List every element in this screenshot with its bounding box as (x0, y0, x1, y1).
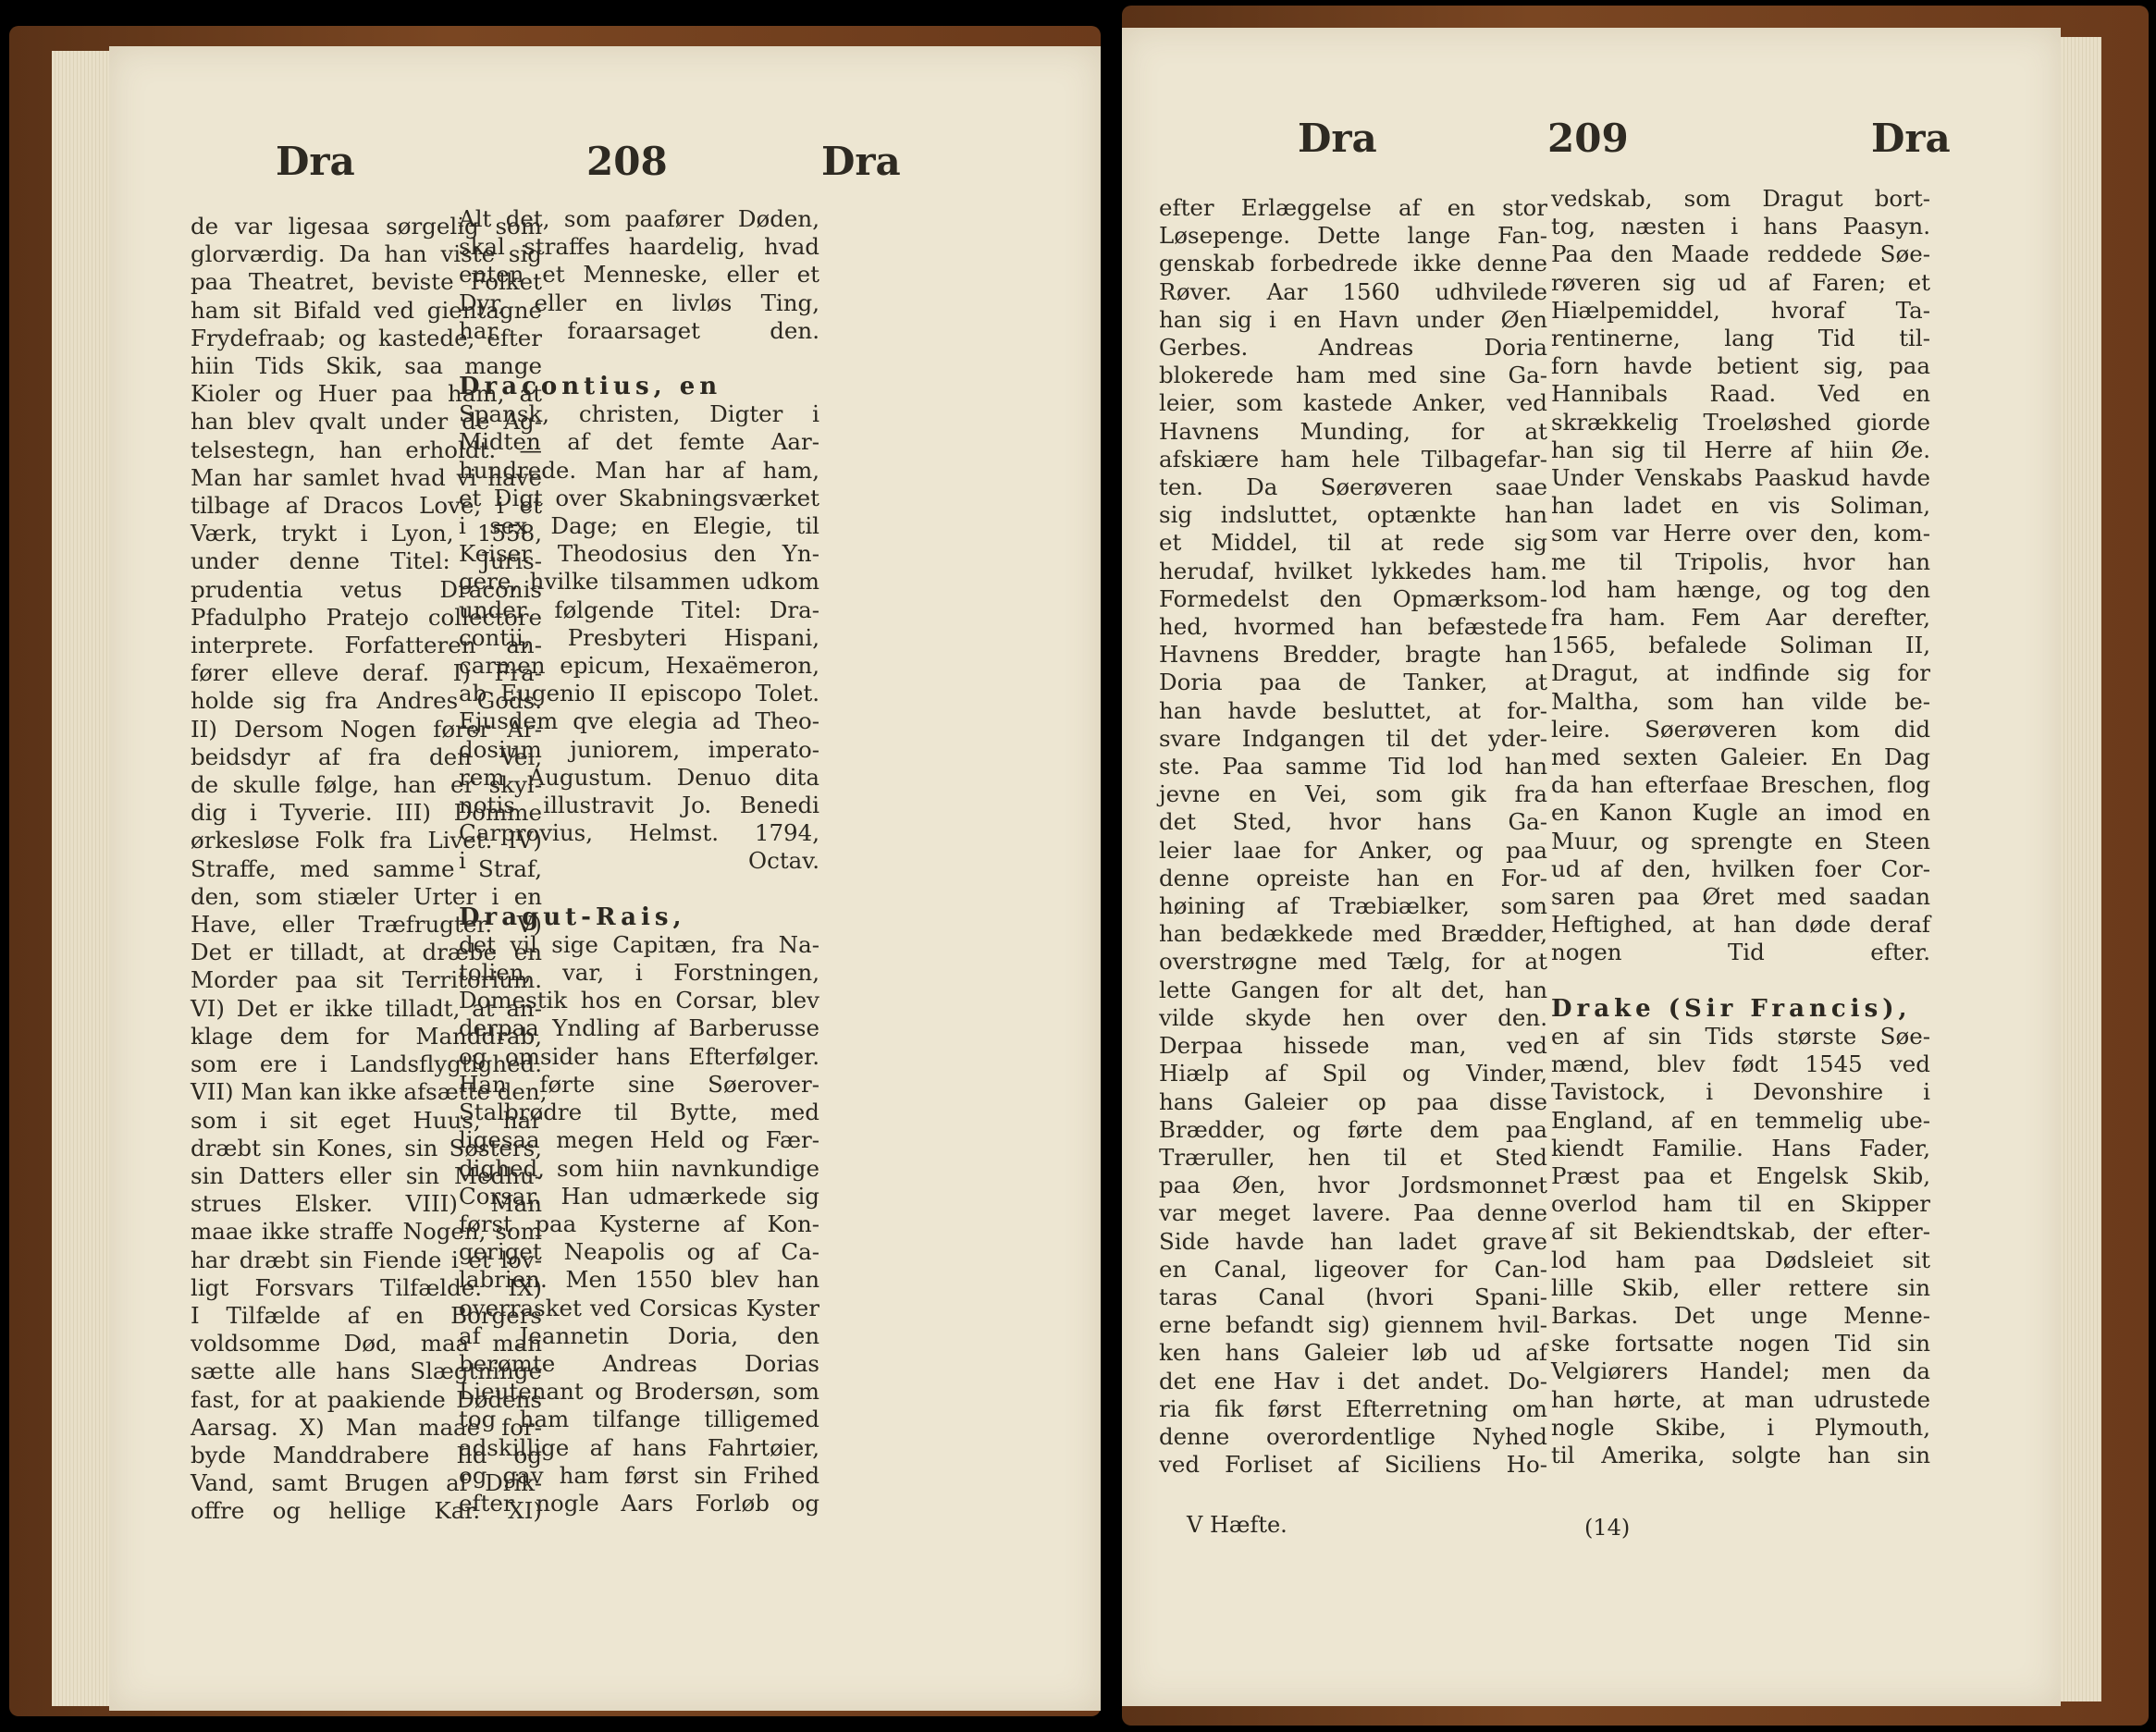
text-line: de skulle følge, han er skyl- (191, 771, 542, 799)
text-line: Dragut, at indfinde sig for (1551, 659, 1930, 687)
text-line: afskiære ham hele Tilbagefar- (1159, 445, 1547, 473)
text-line: har foraarsaget den. (459, 316, 819, 344)
header-left-word: Dra (276, 139, 355, 184)
text-line: VI) Det er ikke tilladt, at an- (191, 994, 542, 1022)
text-line: contii, Presbyteri Hispani, (459, 623, 819, 651)
text-line: nogle Skibe, i Plymouth, (1551, 1413, 1930, 1441)
text-line: gere, hvilke tilsammen udkom (459, 568, 819, 596)
text-line: vilde skyde hen over den. (1159, 1003, 1547, 1031)
text-line: en Kanon Kugle an imod en (1551, 799, 1930, 827)
text-line: af Jeannetin Doria, den (459, 1321, 819, 1349)
text-line: telsestegn, han erholdt. — (191, 436, 542, 463)
text-line: adskillige af hans Fahrtøier, (459, 1433, 819, 1461)
text-line: tog ham tilfange tilligemed (459, 1406, 819, 1433)
page-edges-right (2061, 37, 2101, 1701)
right-page (1122, 28, 2061, 1706)
text-line: overstrøgne med Tælg, for at (1159, 948, 1547, 976)
text-line: Maltha, som han vilde be- (1551, 687, 1930, 715)
text-line: voldsomme Død, maa man (191, 1330, 542, 1357)
text-line: rem Augustum. Denuo dita (459, 763, 819, 791)
text-line: ham sit Bifald ved gientagne (191, 296, 542, 324)
text-line: Domestik hos en Corsar, blev (459, 987, 819, 1014)
text-line: holde sig fra Andres Gods. (191, 687, 542, 715)
text-line: fra ham. Fem Aar derefter, (1551, 604, 1930, 632)
text-line: da han efterfaae Breschen, flog (1551, 771, 1930, 799)
text-line: Hiælp af Spil og Vinder, (1159, 1060, 1547, 1087)
left-page-header (109, 139, 1101, 194)
text-line: prudentia vetus Draconis (191, 575, 542, 603)
page-number: 208 (586, 139, 668, 184)
text-line: I Tilfælde af en Borgers (191, 1301, 542, 1329)
text-line: overlod ham til en Skipper (1551, 1190, 1930, 1218)
text-line: Pfadulpho Pratejo collectore (191, 603, 542, 631)
text-line: berømte Andreas Dorias (459, 1349, 819, 1377)
text-line: svare Indgangen til det yder- (1159, 724, 1547, 752)
text-line: Lieutenant og Brodersøn, som (459, 1378, 819, 1406)
text-line: Muur, og sprengte en Steen (1551, 827, 1930, 854)
text-line: sig indsluttet, optænkte han (1159, 501, 1547, 529)
text-line: det ene Hav i det andet. Do- (1159, 1367, 1547, 1394)
text-line: Træruller, hen til et Sted (1159, 1143, 1547, 1171)
entry-body-drake (1551, 1023, 1930, 1469)
text-line: hed, hvormed han befæstede (1159, 613, 1547, 641)
text-line: leier laae for Anker, og paa (1159, 836, 1547, 864)
text-line: offre og hellige Kar. XI) (191, 1497, 542, 1525)
right-page-column-2 (1551, 185, 1930, 1469)
text-line: Corsar. Han udmærkede sig (459, 1182, 819, 1210)
left-page-column-2 (459, 205, 819, 1517)
column-2-intro (459, 205, 819, 345)
text-line: den, som stiæler Urter i en (191, 882, 542, 910)
text-line: derpaa Yndling af Barberusse (459, 1014, 819, 1042)
text-line: dig i Tyverie. III) Domme (191, 799, 542, 827)
text-line: taras Canal (hvori Spani- (1159, 1283, 1547, 1310)
text-line: dræbt sin Kones, sin Søsters, (191, 1134, 542, 1161)
text-line: efter nogle Aars Forløb og (459, 1489, 819, 1517)
text-line: ørkesløse Folk fra Livet. IV) (191, 827, 542, 854)
text-line: ab Eugenio II episcopo Tolet. (459, 680, 819, 707)
text-line: tilbage af Dracos Love, i et (191, 492, 542, 520)
text-line: høining af Træbiælker, som (1159, 892, 1547, 920)
entry-body-dracontius (459, 400, 819, 875)
text-line: sætte alle hans Slægtninge (191, 1357, 542, 1385)
text-line: Dyr, eller en livløs Ting, (459, 289, 819, 316)
text-line: han blev qvalt under de Ag- (191, 408, 542, 436)
text-line: af sit Bekiendtskab, der efter- (1551, 1218, 1930, 1246)
text-line: maae ikke straffe Nogen, som (191, 1218, 542, 1246)
text-line: Værk, trykt i Lyon, 1558, (191, 520, 542, 547)
text-line: ligesaa megen Held og Fær- (459, 1126, 819, 1154)
text-line: var meget lavere. Paa denne (1159, 1199, 1547, 1227)
column-2-intro (1551, 185, 1930, 967)
text-line: geriget Neapolis og af Ca- (459, 1238, 819, 1266)
text-line: tolien, var, i Forstningen, (459, 959, 819, 987)
text-line: efter Erlæggelse af en stor (1159, 194, 1547, 221)
text-line: har dræbt sin Fiende i et lov- (191, 1246, 542, 1273)
text-line: Heftighed, at han døde deraf (1551, 911, 1930, 939)
text-line: en af sin Tids største Søe- (1551, 1022, 1930, 1050)
text-line: røveren sig ud af Faren; et (1551, 268, 1930, 296)
text-line: Barkas. Det unge Menne- (1551, 1301, 1930, 1329)
text-line: til Amerika, solgte han sin (1551, 1441, 1930, 1468)
entry-title-dragut-rais: Dragut-Rais, (459, 903, 686, 931)
text-line: ste. Paa samme Tid lod han (1159, 753, 1547, 780)
text-line: me til Tripolis, hvor han (1551, 547, 1930, 575)
text-line: Doria paa de Tanker, at (1159, 669, 1547, 696)
text-line: Brædder, og førte dem paa (1159, 1115, 1547, 1143)
text-line: Vand, samt Brugen af Drik- (191, 1469, 542, 1497)
text-line: denne opreiste han en For- (1159, 864, 1547, 891)
text-line: hundrede. Man har af ham, (459, 456, 819, 484)
text-line: i Octav. (459, 847, 819, 875)
text-line: kiendt Familie. Hans Fader, (1551, 1134, 1930, 1161)
text-line: han bedækkede med Brædder, (1159, 920, 1547, 948)
text-line: blokerede ham med sine Ga- (1159, 362, 1547, 389)
text-line: som var Herre over den, kom- (1551, 520, 1930, 547)
text-line: saren paa Øret med saadan (1551, 883, 1930, 911)
entry-title-drake: Drake (Sir Francis), (1551, 994, 1912, 1023)
text-line: leier, som kastede Anker, ved (1159, 389, 1547, 417)
text-line: 1565, befalede Soliman II, (1551, 632, 1930, 659)
text-line: lille Skib, eller rettere sin (1551, 1273, 1930, 1301)
text-line: Paa den Maade reddede Søe- (1551, 240, 1930, 268)
text-line: ligt Forsvars Tilfælde. IX) (191, 1273, 542, 1301)
header-right-word: Dra (821, 139, 901, 184)
text-line: skal straffes haardelig, hvad (459, 233, 819, 261)
header-left-word: Dra (1298, 116, 1377, 161)
page-edges-left (52, 51, 109, 1706)
page-number: 209 (1547, 116, 1629, 161)
text-line: han sig i en Havn under Øen (1159, 305, 1547, 333)
text-line: først paa Kysterne af Kon- (459, 1210, 819, 1237)
text-line: mænd, blev født 1545 ved (1551, 1050, 1930, 1078)
text-line: enten et Menneske, eller et (459, 261, 819, 289)
text-line: denne overordentlige Nyhed (1159, 1422, 1547, 1450)
text-line: det Sted, hvor hans Ga- (1159, 808, 1547, 836)
text-line: Ejusdem qve elegia ad Theo- (459, 707, 819, 735)
signature-mark: V Hæfte. (1187, 1512, 1287, 1538)
text-line: Man har samlet hvad vi have (191, 463, 542, 491)
text-line: labrien. Men 1550 blev han (459, 1266, 819, 1294)
text-line: paa Theatret, beviste Folket (191, 268, 542, 296)
text-line: fører elleve deraf. I) Fra- (191, 659, 542, 687)
text-line: interprete. Forfatteren an- (191, 632, 542, 659)
text-line: Hiælpemiddel, hvoraf Ta- (1551, 296, 1930, 324)
text-line: vedskab, som Dragut bort- (1551, 185, 1930, 212)
text-line: lette Gangen for alt det, han (1159, 976, 1547, 1003)
text-line: som i sit eget Huus, har (191, 1106, 542, 1134)
text-line: erne befandt sig) giennem hvil- (1159, 1311, 1547, 1339)
text-line: genskab forbedrede ikke denne (1159, 250, 1547, 277)
text-line: tog, næsten i hans Paasyn. (1551, 213, 1930, 240)
entry-title-dracontius: Dracontius, en (459, 373, 722, 401)
text-line: fast, for at paakiende Dødens (191, 1385, 542, 1413)
text-line: II) Dersom Nogen fører Ar- (191, 715, 542, 743)
text-line: Under Venskabs Paaskud havde (1551, 464, 1930, 492)
text-line: Hannibals Raad. Ved en (1551, 380, 1930, 408)
text-line: ken hans Galeier løb ud af (1159, 1339, 1547, 1367)
text-line: hans Galeier op paa disse (1159, 1087, 1547, 1115)
text-line: beidsdyr af fra den Vei, (191, 743, 542, 770)
text-line: Midten af det femte Aar- (459, 428, 819, 456)
text-line: han hørte, at man udrustede (1551, 1385, 1930, 1413)
catchword: (14) (1584, 1515, 1631, 1541)
text-line: Spansk, christen, Digter i (459, 400, 819, 428)
text-line: Keiser Theodosius den Yn- (459, 540, 819, 568)
text-line: med sexten Galeier. En Dag (1551, 743, 1930, 771)
text-line: et Middel, til at rede sig (1159, 529, 1547, 557)
text-line: England, af en temmelig ube- (1551, 1106, 1930, 1134)
text-line: Have, eller Træfrugter. V) (191, 911, 542, 939)
text-line: Morder paa sit Territorium. (191, 966, 542, 994)
text-line: dighed, som hiin navnkundige (459, 1154, 819, 1182)
text-line: Stalbrødre til Bytte, med (459, 1099, 819, 1126)
text-line: Alt det, som paafører Døden, (459, 205, 819, 232)
center-divider (1101, 0, 1122, 1732)
text-line: rentinerne, lang Tid til- (1551, 325, 1930, 352)
entry-body-dragut-rais (459, 931, 819, 1517)
header-right-word: Dra (1871, 116, 1951, 161)
text-line: leire. Søerøveren kom did (1551, 715, 1930, 743)
text-line: han ladet en vis Soliman, (1551, 492, 1930, 520)
text-line: han havde besluttet, at for- (1159, 696, 1547, 724)
text-line: han sig til Herre af hiin Øe. (1551, 436, 1930, 463)
text-line: Carprovius, Helmst. 1794, (459, 819, 819, 847)
text-line: et Digt over Skabningsværket (459, 484, 819, 511)
text-line: Præst paa et Engelsk Skib, (1551, 1161, 1930, 1189)
text-line: Side havde han ladet grave (1159, 1227, 1547, 1255)
text-line: det vil sige Capitæn, fra Na- (459, 930, 819, 958)
text-line: ten. Da Søerøveren saae (1159, 473, 1547, 501)
left-page (109, 46, 1101, 1711)
text-line: sin Datters eller sin Medhu- (191, 1161, 542, 1189)
text-line: Straffe, med samme Straf, (191, 854, 542, 882)
text-line: Derpaa hissede man, ved (1159, 1032, 1547, 1060)
text-line: overrasket ved Corsicas Kyster (459, 1294, 819, 1321)
text-line: lod ham hænge, og tog den (1551, 575, 1930, 603)
text-line: carmen epicum, Hexaëmeron, (459, 652, 819, 680)
text-line: Tavistock, i Devonshire i (1551, 1078, 1930, 1106)
text-line: under denne Titel: Juris- (191, 547, 542, 575)
text-line: glorværdig. Da han viste sig (191, 240, 542, 268)
text-line: dosium juniorem, imperato- (459, 735, 819, 763)
text-line: en Canal, ligeover for Can- (1159, 1255, 1547, 1283)
text-line: paa Øen, hvor Jordsmonnet (1159, 1172, 1547, 1199)
text-line: Aarsag. X) Man maae for- (191, 1413, 542, 1441)
text-line: ria fik først Efterretning om (1159, 1394, 1547, 1422)
text-line: notis illustravit Jo. Benedi (459, 792, 819, 819)
text-line: strues Elsker. VIII) Man (191, 1190, 542, 1218)
text-line: forn havde betient sig, paa (1551, 352, 1930, 380)
text-line: nogen Tid efter. (1551, 939, 1930, 966)
text-line: jevne en Vei, som gik fra (1159, 780, 1547, 808)
text-line: Han førte sine Søerover- (459, 1070, 819, 1098)
text-line: Frydefraab; og kastede, efter (191, 324, 542, 351)
text-line: Det er tilladt, at dræbe en (191, 939, 542, 966)
text-line: de var ligesaa sørgelig som (191, 213, 542, 240)
text-line: Havnens Munding, for at (1159, 417, 1547, 445)
text-line: skrækkelig Troeløshed giorde (1551, 408, 1930, 436)
text-line: under følgende Titel: Dra- (459, 596, 819, 623)
text-line: byde Manddrabere Ild og (191, 1441, 542, 1468)
right-page-column-1 (1159, 194, 1547, 1479)
text-line: Røver. Aar 1560 udhvilede (1159, 277, 1547, 305)
text-line: og omsider hans Efterfølger. (459, 1042, 819, 1070)
text-line: og gav ham først sin Frihed (459, 1461, 819, 1489)
text-line: som ere i Landsflygtighed. (191, 1050, 542, 1078)
text-line: Formedelst den Opmærksom- (1159, 584, 1547, 612)
right-page-header (1122, 116, 2061, 171)
text-line: ske fortsatte nogen Tid sin (1551, 1330, 1930, 1357)
text-line: Havnens Bredder, bragte han (1159, 641, 1547, 669)
text-line: klage dem for Manddrab, (191, 1022, 542, 1050)
text-line: VII) Man kan ikke afsætte den, (191, 1078, 548, 1106)
text-line: lod ham paa Dødsleiet sit (1551, 1246, 1930, 1273)
text-line: Gerbes. Andreas Doria (1159, 334, 1547, 362)
text-line: Velgiørers Handel; men da (1551, 1357, 1930, 1385)
text-line: ved Forliset af Siciliens Ho- (1159, 1451, 1547, 1479)
text-line: Løsepenge. Dette lange Fan- (1159, 222, 1547, 250)
text-line: i sex Dage; en Elegie, til (459, 512, 819, 540)
text-line: Kioler og Huer paa ham, at (191, 380, 542, 408)
text-line: herudaf, hvilket lykkedes ham. (1159, 557, 1547, 584)
text-line: ud af den, hvilken foer Cor- (1551, 854, 1930, 882)
text-line: hiin Tids Skik, saa mange (191, 352, 542, 380)
